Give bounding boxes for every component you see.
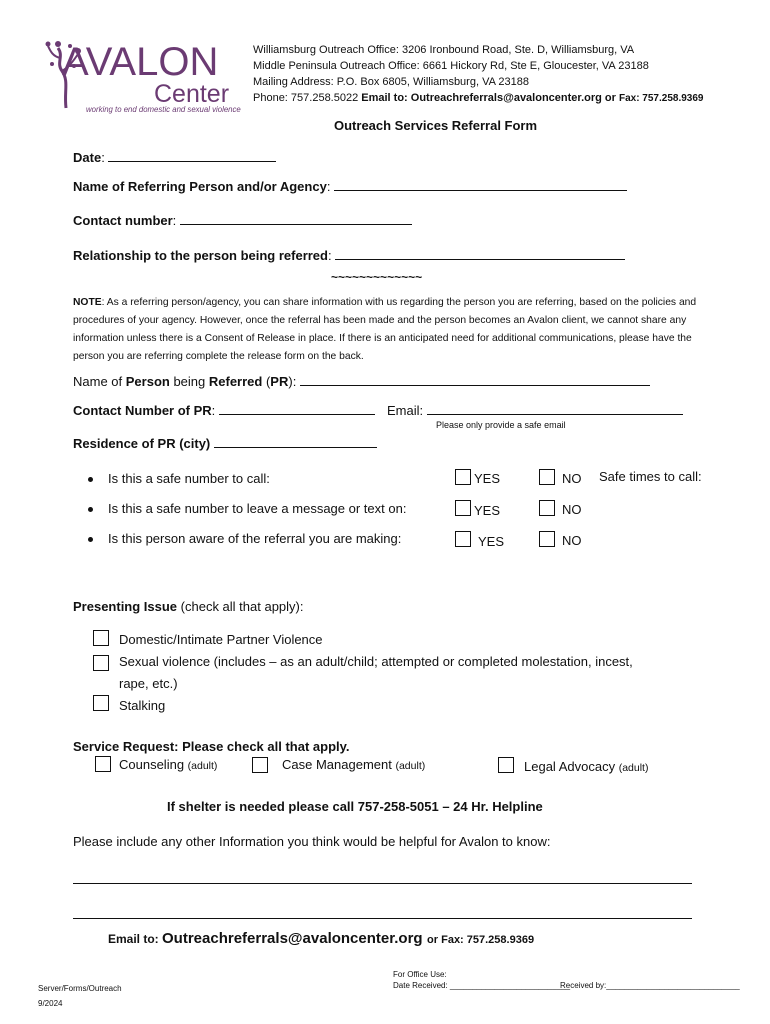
presenting-issue-heading — [73, 599, 304, 614]
service-counseling-label — [119, 757, 217, 772]
footer-path: Server/Forms/Outreach — [38, 984, 122, 993]
address-line-2: Middle Peninsula Outreach Office: 6661 Hickory Rd, Ste E, Gloucester, VA 23188 — [253, 60, 649, 72]
pr-contact-label: Contact Number of PR — [73, 403, 212, 418]
pr-name-pr: PR — [270, 374, 289, 389]
pr-name-open: ( — [262, 374, 271, 389]
email-address: Outreachreferrals@avaloncenter.org — [162, 930, 423, 947]
q1-no-checkbox[interactable] — [539, 469, 555, 485]
pr-email-field — [387, 402, 683, 418]
service-counseling-qual: (adult) — [187, 760, 218, 772]
pr-name-text: Name of — [73, 374, 126, 389]
referrer-input[interactable] — [334, 178, 627, 191]
separator: ~~~~~~~~~~~~~ — [331, 270, 423, 284]
form-title: Outreach Services Referral Form — [334, 118, 538, 133]
q2-no-checkbox[interactable] — [539, 500, 555, 516]
question-2: Is this a safe number to leave a message or text on: — [108, 501, 407, 516]
pr-residence-input[interactable] — [214, 435, 377, 448]
pr-name-input[interactable] — [300, 373, 650, 386]
note-paragraph — [73, 294, 723, 366]
pr-email-label: Email: — [387, 403, 424, 418]
shelter-helpline: If shelter is needed please call 757-258-5051 – 24 Hr. Helpline — [167, 799, 543, 814]
bullet-icon — [88, 537, 93, 542]
pr-name-referred: Referred — [208, 374, 263, 389]
q2-yes-label: YES — [474, 503, 501, 518]
service-legal-name: Legal Advocacy — [524, 759, 616, 774]
email-to-label: Email to: — [108, 932, 163, 946]
issue-sexual-violence-label: Sexual violence (includes – as an adult/child; attempted or completed molestation, incest, — [119, 654, 633, 669]
date-received: Date Received: ___________________________ — [393, 981, 571, 990]
pr-residence-label: Residence of PR (city) — [73, 436, 211, 451]
pr-email-input[interactable] — [427, 402, 683, 415]
q3-no-label: NO — [562, 533, 582, 548]
q3-yes-label: YES — [478, 534, 505, 549]
presenting-label: Presenting Issue — [73, 599, 178, 614]
q1-yes-label: YES — [474, 471, 501, 486]
pr-contact-input[interactable] — [219, 402, 375, 415]
avalon-logo — [44, 36, 249, 118]
contact-label: Contact number — [73, 213, 173, 228]
issue-sexual-violence-checkbox[interactable] — [93, 655, 109, 671]
office-use-label: For Office Use: — [393, 970, 447, 979]
relationship-field: Relationship to the person being referred: — [73, 247, 625, 263]
q3-no-checkbox[interactable] — [539, 531, 555, 547]
pr-name-field — [73, 373, 650, 389]
service-legal-checkbox[interactable] — [498, 757, 514, 773]
pr-contact-field: Contact Number of PR: — [73, 402, 375, 418]
safe-times-label: Safe times to call: — [599, 469, 702, 484]
issue-dv-checkbox[interactable] — [93, 630, 109, 646]
received-by: Received by:______________________________ — [560, 981, 740, 990]
service-legal-label — [524, 759, 648, 774]
service-case-mgmt-checkbox[interactable] — [252, 757, 268, 773]
date-input[interactable] — [108, 149, 276, 162]
service-legal-qual: (adult) — [618, 762, 649, 774]
other-info-prompt: Please include any other Information you think would be helpful for Avalon to know: — [73, 834, 551, 849]
date-label: Date — [73, 150, 102, 165]
relationship-input[interactable] — [335, 247, 625, 260]
service-counseling-name: Counseling — [119, 757, 185, 772]
phone-number: Phone: 757.258.5022 — [253, 92, 362, 104]
note-label: NOTE — [73, 297, 102, 308]
footer-date: 9/2024 — [38, 999, 63, 1008]
other-info-line-2[interactable] — [73, 918, 692, 919]
issue-sexual-violence-label-cont: rape, etc.) — [119, 676, 178, 691]
phone-fax: Fax: 757.258.9369 — [618, 93, 704, 104]
referrer-label: Name of Referring Person and/or Agency — [73, 179, 327, 194]
q2-yes-checkbox[interactable] — [455, 500, 471, 516]
service-request-heading: Service Request: Please check all that apply. — [73, 739, 350, 754]
q1-no-label: NO — [562, 471, 582, 486]
note-text: : As a referring person/agency, you can share information with us regarding the person you are referring, based on the policies and procedures of your agency. However, once the referral has been made and the person becomes an Avalon client, we cannot share any information unless there is a Consent of Release in place. If there is an anticipated need for additional communications, please have the person you are referring complete the release form on the back. — [73, 297, 697, 362]
other-info-line-1[interactable] — [73, 883, 692, 884]
q1-yes-checkbox[interactable] — [455, 469, 471, 485]
email-footer — [108, 930, 534, 948]
pr-name-mid: being — [169, 374, 209, 389]
logo-name: AVALON — [62, 40, 219, 84]
pr-name-person: Person — [125, 374, 170, 389]
address-line-3: Mailing Address: P.O. Box 6805, Williamsburg, VA 23188 — [253, 76, 529, 88]
email-fax: or Fax: 757.258.9369 — [427, 934, 535, 946]
issue-stalking-label: Stalking — [119, 698, 166, 713]
service-case-mgmt-qual: (adult) — [395, 760, 426, 772]
date-field: Date: — [73, 149, 276, 165]
service-case-mgmt-name: Case Management — [282, 757, 392, 772]
referrer-field: Name of Referring Person and/or Agency: — [73, 178, 627, 194]
service-case-mgmt-label — [282, 757, 425, 772]
phone-email: Email to: Outreachreferrals@avaloncenter.org or — [361, 92, 619, 104]
bullet-icon — [88, 507, 93, 512]
bullet-icon — [88, 477, 93, 482]
service-counseling-checkbox[interactable] — [95, 756, 111, 772]
pr-email-hint: Please only provide a safe email — [436, 420, 566, 430]
pr-residence-field — [73, 435, 377, 451]
address-line-1: Williamsburg Outreach Office: 3206 Ironbound Road, Ste. D, Williamsburg, VA — [253, 44, 635, 56]
contact-field: Contact number: — [73, 212, 412, 228]
q3-yes-checkbox[interactable] — [455, 531, 471, 547]
logo-sub: Center — [154, 80, 230, 108]
relationship-label: Relationship to the person being referred — [73, 248, 328, 263]
question-1: Is this a safe number to call: — [108, 471, 270, 486]
pr-name-close: ): — [288, 374, 297, 389]
issue-dv-label: Domestic/Intimate Partner Violence — [119, 632, 323, 647]
issue-stalking-checkbox[interactable] — [93, 695, 109, 711]
logo-tagline: working to end domestic and sexual violence — [86, 105, 241, 114]
question-3: Is this person aware of the referral you are making: — [108, 531, 402, 546]
q2-no-label: NO — [562, 502, 582, 517]
phone-line — [253, 90, 703, 107]
contact-input[interactable] — [180, 212, 412, 225]
presenting-hint: (check all that apply): — [177, 599, 304, 614]
